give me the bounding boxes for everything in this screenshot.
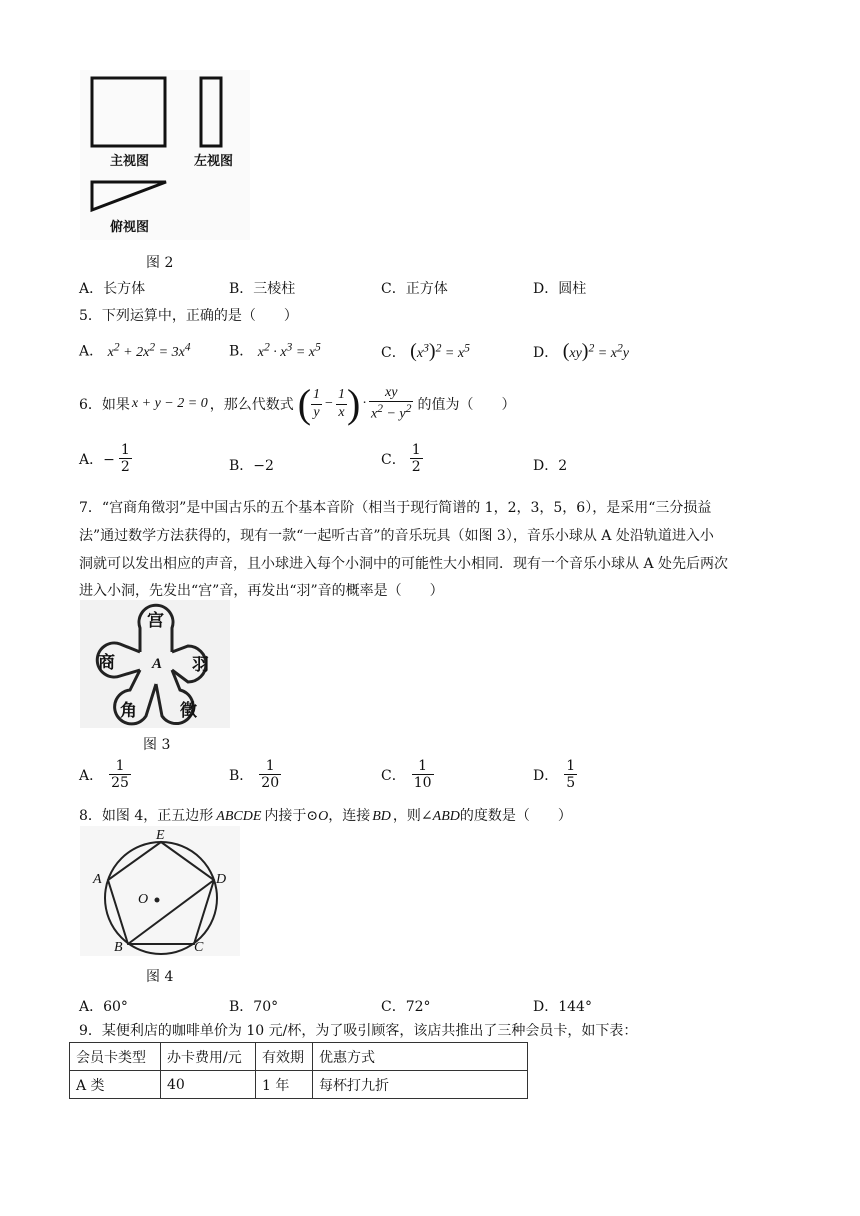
q7-b-den: 20 [261, 775, 280, 792]
q7-b-num: 1 [259, 758, 281, 775]
q5-stem: 5．下列运算中，正确的是（ ） [79, 308, 298, 324]
table-cell: A 类 [70, 1071, 161, 1099]
table-cell: 每杯打九折 [313, 1071, 528, 1099]
q6-condition: x + y − 2 = 0 [131, 396, 208, 411]
table-cell: 40 [161, 1071, 256, 1099]
note-yu: 羽 [192, 655, 209, 675]
q6-prefix: 6．如果 [79, 397, 130, 413]
q8-stem-b: 内接于⊙ [264, 808, 319, 824]
q7-option-d [533, 758, 577, 791]
q4-option-b: B．三棱柱 [229, 281, 296, 297]
q7-option-b [229, 758, 281, 791]
q4-option-c: C．正方体 [381, 281, 448, 297]
q8-option-d: D．144° [533, 999, 592, 1015]
q5-option-b [229, 340, 321, 361]
note-gong: 宫 [147, 611, 164, 631]
q6-c-label: C． [381, 451, 406, 468]
q8-stem-d: ，则∠ [392, 808, 433, 824]
q6-stem [79, 381, 516, 426]
q4-option-a: A．长方体 [79, 281, 146, 297]
q8-option-a: A．60° [79, 999, 128, 1015]
q7-option-a [79, 758, 131, 791]
q6-option-c: C． $\frac{1}{2}$ [381, 442, 421, 476]
table-header-cell: 办卡费用/元 [161, 1043, 256, 1071]
q8-angle: ABD [432, 809, 460, 824]
q7-d-num: 1 [566, 758, 576, 774]
figure-2-three-views [80, 70, 250, 240]
q7-c-num: 1 [412, 758, 434, 775]
note-jue: 角 [120, 701, 137, 721]
table-cell: 1 年 [256, 1071, 313, 1099]
q6-option-a: A．− $\frac{1}{2}$ [79, 442, 130, 476]
q7-c-label: C． [381, 767, 406, 784]
q8-option-b: B．70° [229, 999, 279, 1015]
q7-a-label: A． [79, 767, 104, 784]
vertex-d: D [216, 872, 227, 887]
q5-b-label: B． [229, 343, 254, 360]
q6-suffix: 的值为（ ） [417, 397, 516, 413]
q5-option-d [533, 340, 629, 363]
q7-d-den: 5 [566, 775, 576, 792]
q5-option-a [79, 340, 191, 361]
q6-option-d: D．2 [533, 458, 568, 474]
q8-stem [79, 805, 572, 825]
table-header-cell: 有效期 [256, 1043, 313, 1071]
figure-3-caption: 图 3 [143, 737, 171, 753]
q7-a-den: 25 [111, 775, 129, 792]
figure-4-pentagon [80, 826, 240, 956]
vertex-e: E [156, 828, 165, 843]
pentagon-drawing [80, 826, 240, 956]
table-header-row [70, 1043, 528, 1071]
q6-expression: ( $\frac{1}{y}$ − $\frac{1}{x}$ ) · $\frac{xy}{x^2 - y^2}$ [297, 381, 412, 426]
q7-line-1: 7．“宫商角徵羽”是中国古乐的五个基本音阶（相当于现行简谱的 1，2，3，5，6），是采用“三分损益 [79, 500, 712, 516]
table-header-cell: 会员卡类型 [70, 1043, 161, 1071]
table-row [70, 1071, 528, 1099]
q7-line-3: 洞就可以发出相应的声音，且小球进入每个小洞中的可能性大小相同．现有一个音乐小球从 A 处先后两次 [79, 556, 729, 572]
table-header-cell: 优惠方式 [313, 1043, 528, 1071]
note-shang: 商 [98, 653, 115, 673]
q5-a-label: A． [79, 343, 104, 360]
q9-stem: 9．某便利店的咖啡单价为 10 元/杯，为了吸引顾客，该店共推出了三种会员卡，如下表： [79, 1023, 638, 1039]
main-view-label: 主视图 [110, 154, 150, 169]
note-zhi: 徵 [180, 701, 197, 721]
q8-seg: BD [372, 809, 391, 824]
q6-a-label: A．− [79, 451, 115, 468]
q7-line-4: 进入小洞，先发出“宫”音，再发出“羽”音的概率是（ ） [79, 583, 444, 599]
q8-stem-a: 8．如图 4，正五边形 [79, 808, 214, 824]
q5-c-expr: $(x^3)^2 = x^5$ [410, 340, 470, 362]
q5-d-expr: $(xy)^2 = x^2y$ [562, 340, 630, 362]
figure-2-caption: 图 2 [146, 255, 174, 271]
q7-c-den: 10 [413, 775, 432, 792]
q5-c-label: C． [381, 345, 406, 361]
q7-b-label: B． [229, 767, 254, 784]
q5-option-c [381, 340, 470, 363]
q4-option-d: D．圆柱 [533, 281, 587, 297]
vertex-a: A [93, 872, 102, 887]
top-view-label: 俯视图 [110, 220, 150, 235]
q8-stem-e: 的度数是（ ） [459, 808, 572, 824]
left-view-label: 左视图 [194, 154, 234, 169]
q7-a-num: 1 [109, 758, 131, 775]
q5-b-expr: $x^2 \cdot x^3 = x^5$ [257, 340, 321, 360]
point-a-label: A [152, 656, 163, 672]
vertex-b: B [114, 940, 123, 955]
membership-table [69, 1042, 528, 1099]
q7-option-c [381, 758, 434, 791]
q6-mid: ，那么代数式 [209, 397, 294, 413]
q8-circle: O [318, 809, 329, 824]
q7-d-label: D． [533, 767, 559, 784]
q5-a-expr: $x^2 + 2x^2 = 3x^4$ [107, 340, 191, 360]
vertex-c: C [194, 940, 204, 955]
q8-shape: ABCDE [216, 809, 262, 824]
q8-option-c: C．72° [381, 999, 431, 1015]
q6-option-b: B．−2 [229, 458, 274, 474]
figure-3-music-toy [80, 600, 230, 728]
q5-d-label: D． [533, 345, 559, 361]
center-o: O [138, 892, 149, 907]
figure-4-caption: 图 4 [146, 969, 174, 985]
q8-stem-c: ，连接 [328, 808, 371, 824]
q7-line-2: 法”通过数学方法获得的，现有一款“一起听古音”的音乐玩具（如图 3），音乐小球从 A 处沿轨道进入小 [79, 528, 714, 544]
